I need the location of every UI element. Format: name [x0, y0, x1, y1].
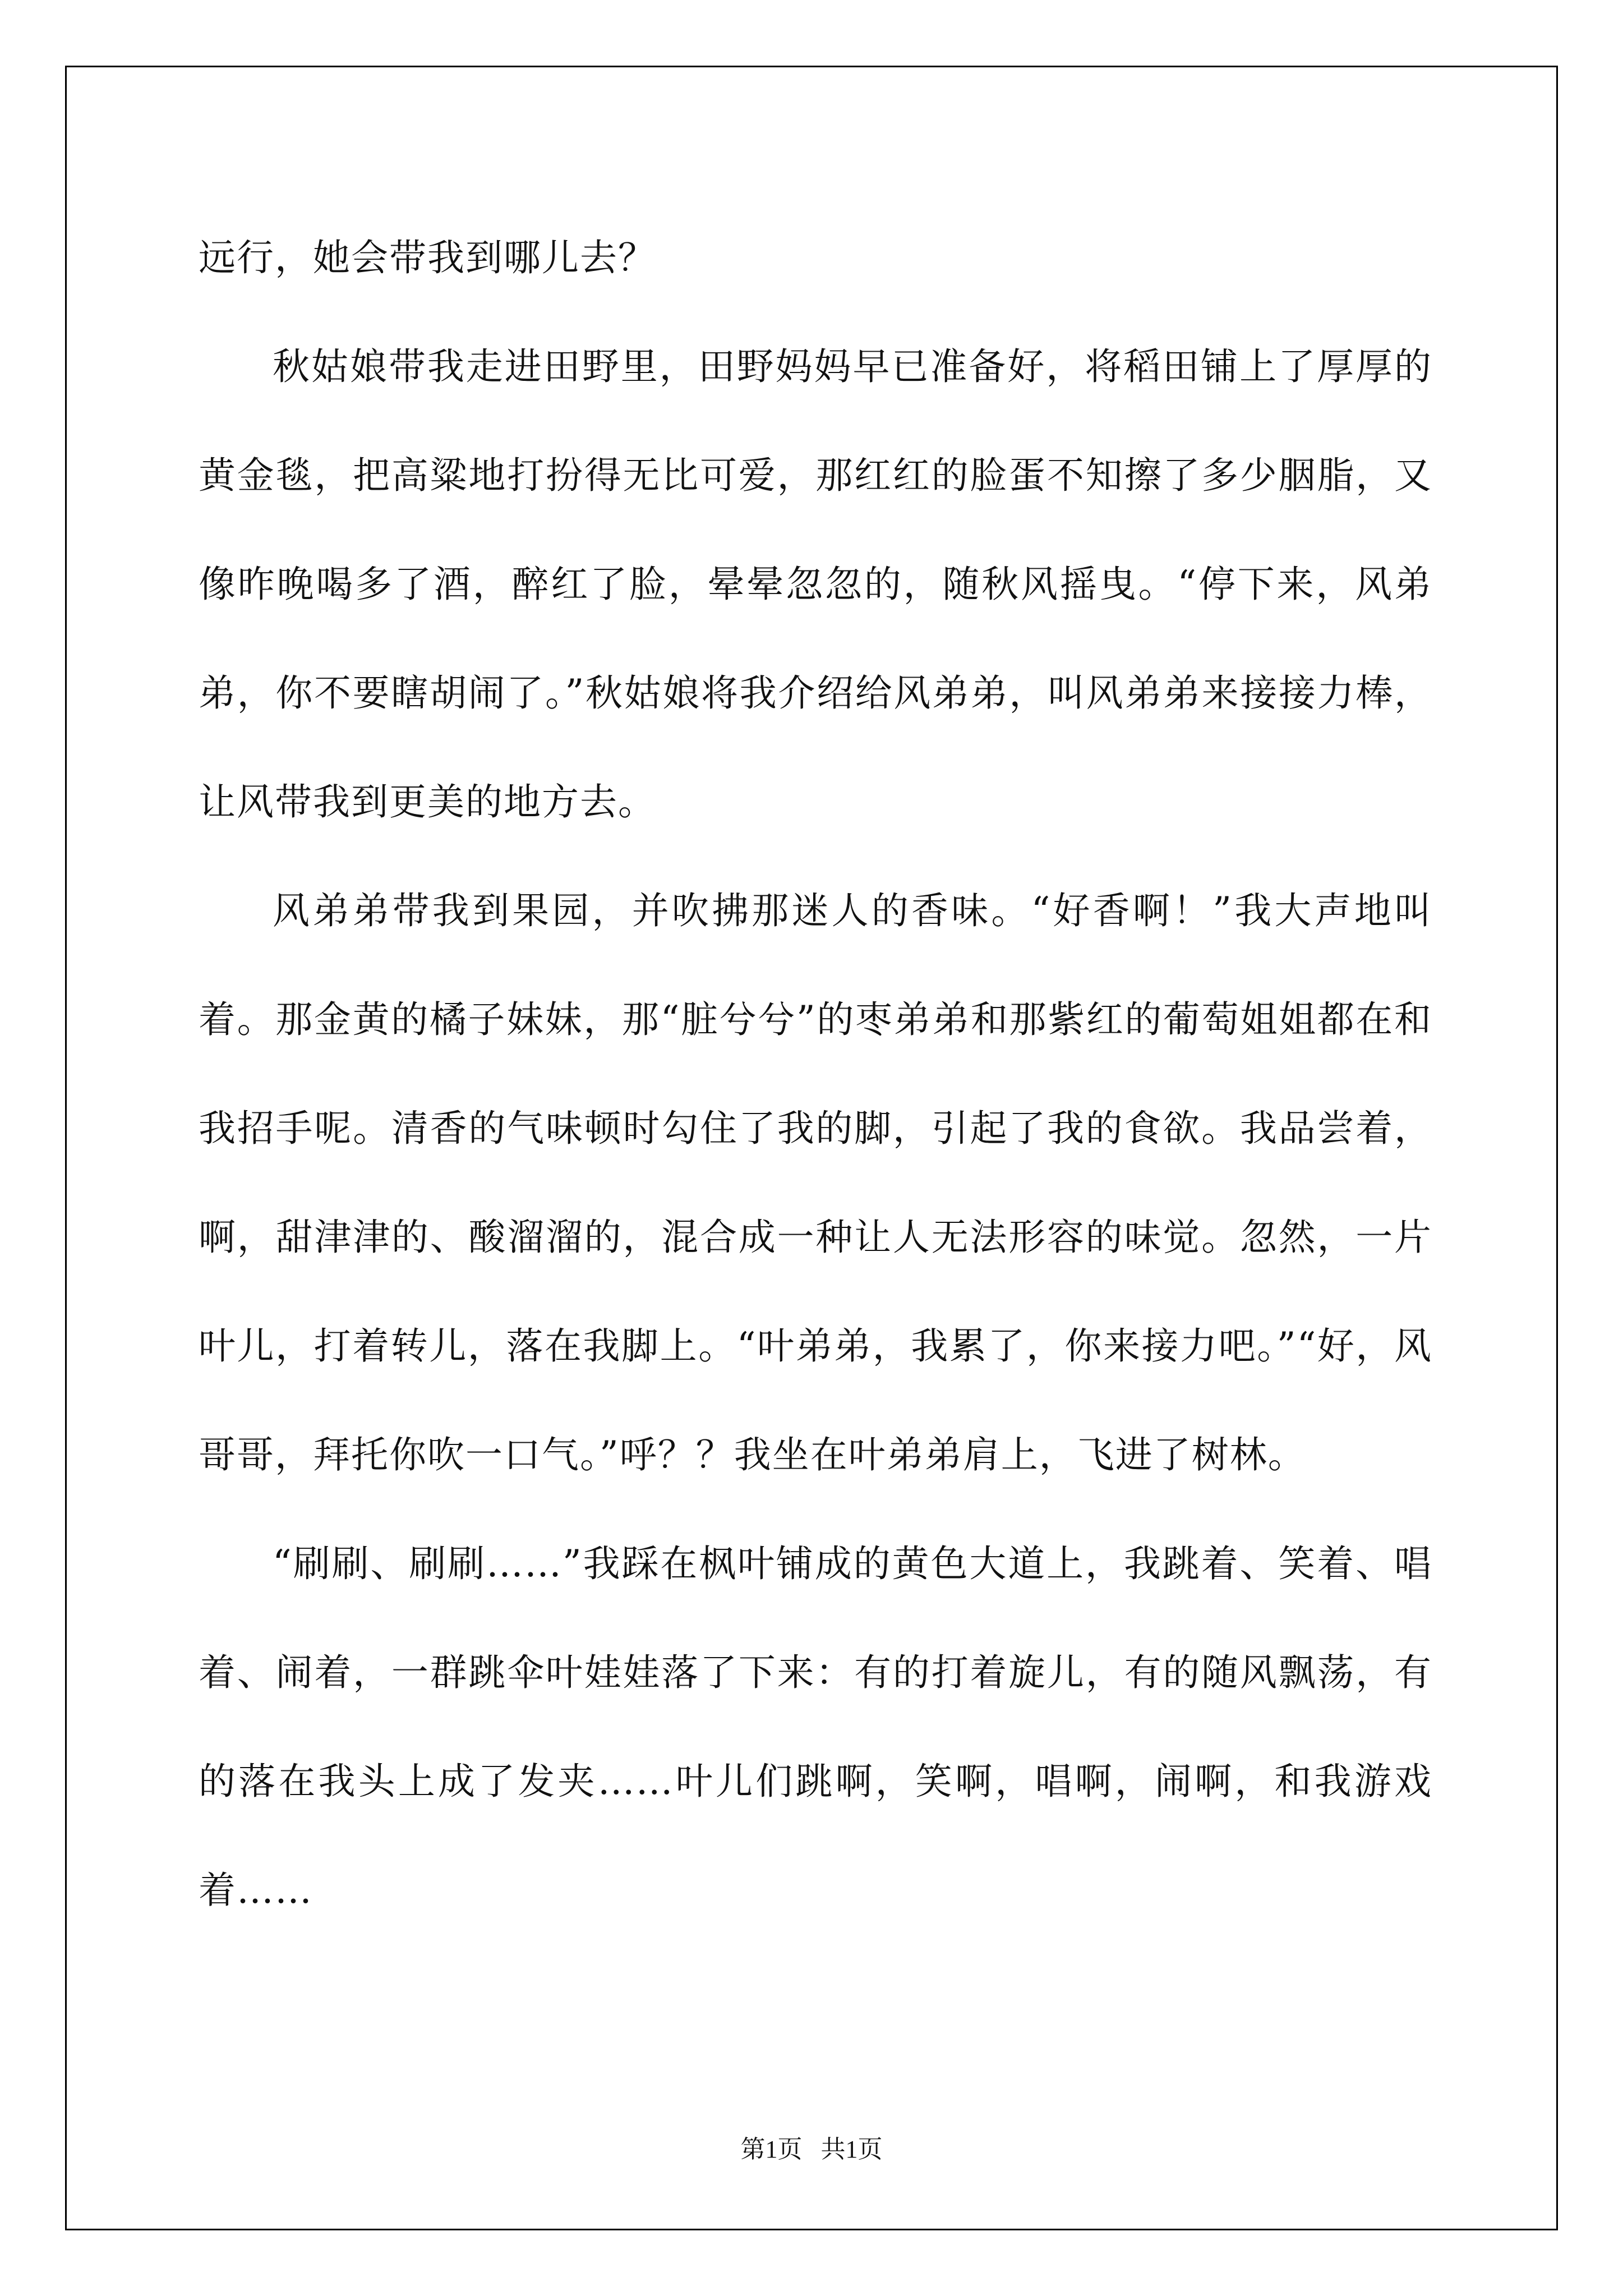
- paragraph-1: 远行，她会带我到哪儿去？: [199, 236, 656, 279]
- paragraph-3: 风弟弟带我到果园，并吹拂那迷人的香味。“好香啊！”我大声地叫着。那金黄的橘子妹妹，那“脏兮兮”的枣弟弟和那紫红的葡萄姐姐都在和我招手呢。清香的气味顿时勾住了我的脚，引起了我的食欲。我品尝着，啊，甜津津的、酸溜溜的，混合成一种让人无法形容的味觉。忽然，一片叶儿，打着转儿，落在我脚上。“叶弟弟，我累了，你来接力吧。”“好，风哥哥，拜托你吹一口气。”呼？？我坐在叶弟弟肩上，飞进了树林。: [199, 889, 1432, 1476]
- page-number-footer: 第1页 共1页: [740, 2136, 883, 2163]
- paragraph-2: 秋姑娘带我走进田野里，田野妈妈早已准备好，将稻田铺上了厚厚的黄金毯，把高粱地打扮得无比可爱，那红红的脸蛋不知擦了多少胭脂，又像昨晚喝多了酒，醉红了脸，晕晕忽忽的，随秋风摇曳。“停下来，风弟弟，你不要瞎胡闹了。”秋姑娘将我介绍给风弟弟，叫风弟弟来接接力棒，让风带我到更美的地方去。: [199, 345, 1432, 823]
- paragraph-4: “刷刷、刷刷……”我踩在枫叶铺成的黄色大道上，我跳着、笑着、唱着、闹着，一群跳伞叶娃娃落了下来：有的打着旋儿，有的随风飘荡，有的落在我头上成了发夹……叶儿们跳啊，笑啊，唱啊，闹啊，和我游戏着……: [199, 1542, 1432, 1912]
- document-body: [199, 204, 1432, 1945]
